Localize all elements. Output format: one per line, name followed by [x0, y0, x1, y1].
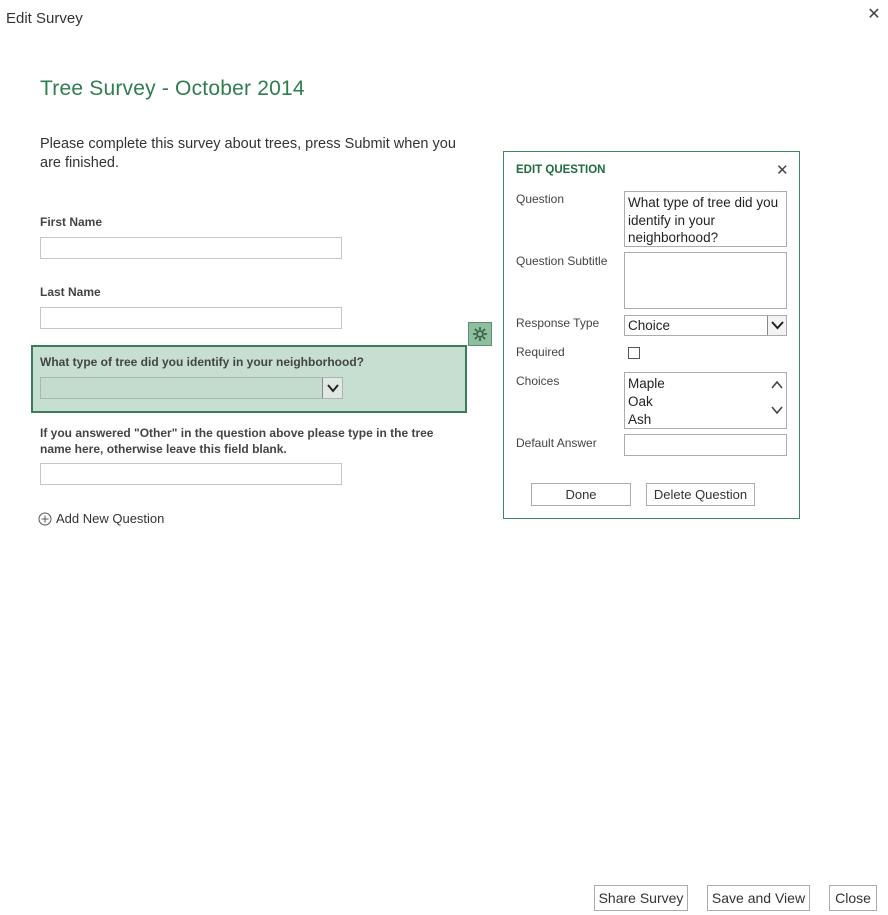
- chevron-down-icon[interactable]: [322, 378, 342, 398]
- other-tree-label: If you answered "Other" in the question above please type in the tree name here, otherwise leave this field blank.: [40, 426, 434, 456]
- last-name-input[interactable]: [40, 307, 342, 329]
- dialog-title: Edit Survey: [6, 10, 83, 27]
- choice-item: Maple: [628, 376, 665, 391]
- edit-question-panel: [503, 151, 800, 519]
- share-survey-button[interactable]: Share Survey: [594, 885, 688, 911]
- tree-type-dropdown[interactable]: [40, 377, 343, 399]
- delete-question-button[interactable]: Delete Question: [646, 483, 755, 506]
- first-name-label: First Name: [40, 215, 103, 229]
- question-label: Question: [516, 192, 565, 206]
- save-and-view-button[interactable]: Save and View: [707, 885, 810, 911]
- scroll-up-icon[interactable]: [770, 379, 784, 391]
- add-new-question-label: Add New Question: [56, 511, 165, 526]
- required-checkbox[interactable]: [628, 347, 640, 359]
- choice-item: Oak: [628, 394, 653, 409]
- add-new-question-button[interactable]: [38, 511, 164, 526]
- gear-icon[interactable]: [468, 322, 492, 346]
- choices-label: Choices: [516, 374, 560, 388]
- chevron-down-icon[interactable]: [767, 316, 786, 335]
- question-textarea[interactable]: What type of tree did you identify in your neighborhood?: [624, 191, 787, 247]
- plus-circle-icon: [38, 512, 52, 526]
- choices-textarea[interactable]: [624, 372, 787, 429]
- survey-title: Tree Survey - October 2014: [40, 77, 305, 100]
- required-label: Required: [516, 345, 565, 359]
- scroll-down-icon[interactable]: [770, 404, 784, 416]
- last-name-label: Last Name: [40, 285, 101, 299]
- edit-panel-close-icon[interactable]: ✕: [776, 162, 789, 179]
- response-type-label: Response Type: [516, 316, 600, 330]
- default-answer-input[interactable]: [624, 434, 787, 456]
- question-subtitle-textarea[interactable]: [624, 252, 787, 309]
- survey-description: Please complete this survey about trees, press Submit when you are finished.: [40, 136, 456, 171]
- tree-type-label: What type of tree did you identify in your neighborhood?: [40, 355, 364, 369]
- dialog-close-icon[interactable]: ✕: [867, 6, 881, 23]
- choice-item: Ash: [628, 412, 652, 427]
- close-button[interactable]: Close: [829, 885, 877, 911]
- question-subtitle-label: Question Subtitle: [516, 254, 608, 268]
- first-name-input[interactable]: [40, 237, 342, 259]
- default-answer-label: Default Answer: [516, 436, 597, 450]
- selected-question-tree-type[interactable]: [31, 345, 467, 413]
- response-type-value: Choice: [628, 318, 671, 333]
- edit-panel-title: EDIT QUESTION: [516, 164, 606, 176]
- done-button[interactable]: Done: [531, 483, 631, 506]
- response-type-select[interactable]: [624, 315, 787, 336]
- other-tree-input[interactable]: [40, 463, 342, 485]
